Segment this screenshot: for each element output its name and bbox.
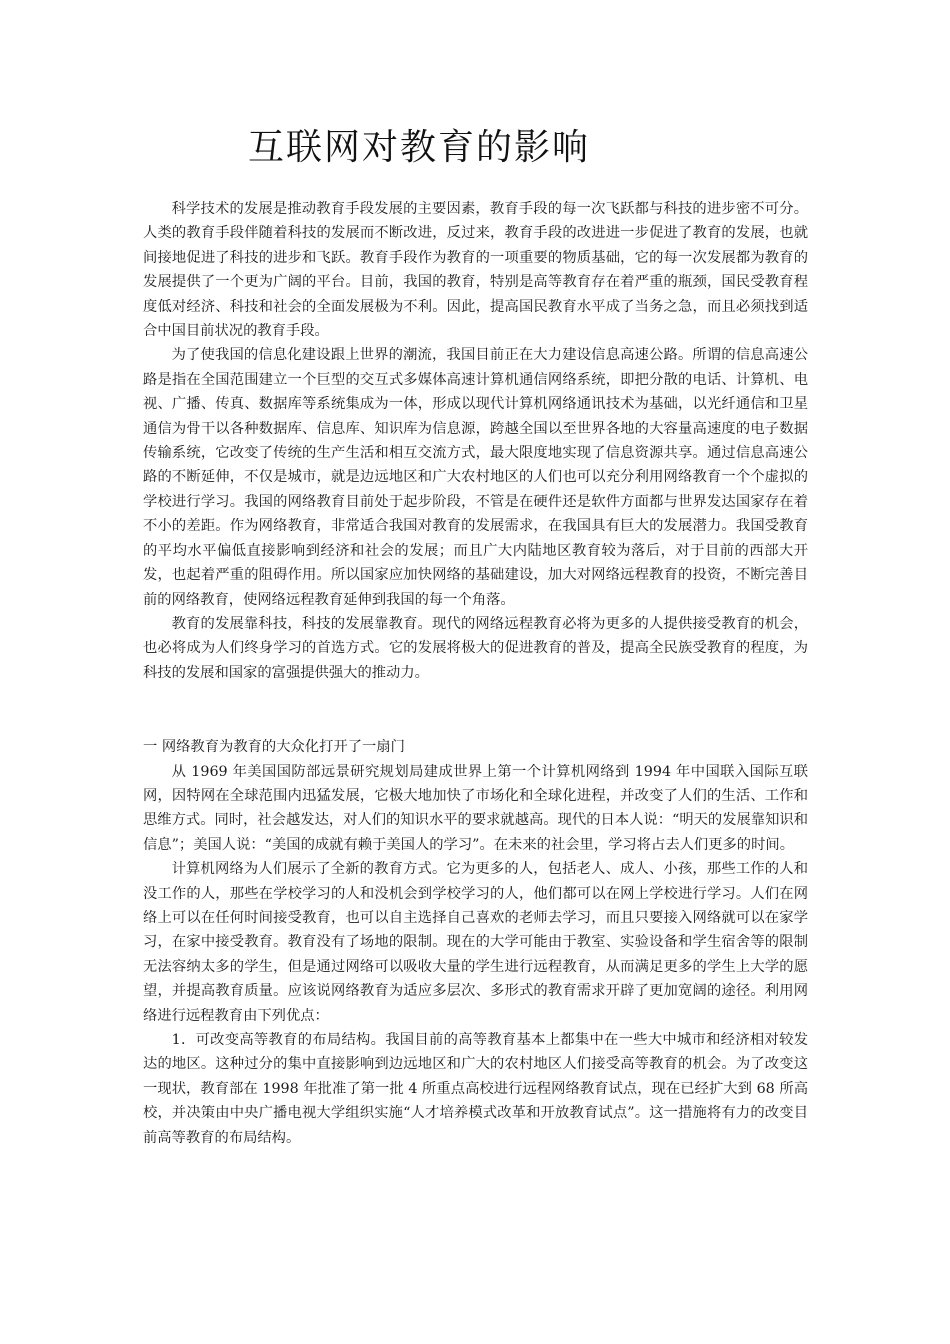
document-body (143, 197, 808, 1150)
section-paragraph: 1．可改变高等教育的布局结构。我国目前的高等教育基本上都集中在一些大中城市和经济相对较发达的地区。这种过分的集中直接影响到边远地区和广大的农村地区人们接受高等教育的机会。为了改变这一现状，教育部在 1998 年批准了第一批 4 所重点高校进行远程网络教育试点，现在已经扩大到 68 所高校，并决策由中央广播电视大学组织实施“人才培养模式改革和开放教育试点”。这一措施将有力的改变目前高等教育的布局结构。 (143, 1032, 808, 1146)
intro-paragraph: 科学技术的发展是推动教育手段发展的主要因素，教育手段的每一次飞跃都与科技的进步密不可分。人类的教育手段伴随着科技的发展而不断改进，反过来，教育手段的改进进一步促进了教育的发展，也就间接地促进了科技的进步和飞跃。教育手段作为教育的一项重要的物质基础，它的每一次发展都为教育的发展提供了一个更为广阔的平台。目前，我国的教育，特别是高等教育存在着严重的瓶颈，国民受教育程度低对经济、科技和社会的全面发展极为不利。因此，提高国民教育水平成了当务之急，而且必须找到适合中国目前状况的教育手段。 (143, 201, 808, 340)
section-heading: 一 网络教育为教育的大众化打开了一扇门 (143, 739, 405, 756)
intro-paragraph: 教育的发展靠科技，科技的发展靠教育。现代的网络远程教育必将为更多的人提供接受教育的机会，也必将成为人们终身学习的首选方式。它的发展将极大的促进教育的普及，提高全民族受教育的程度，为科技的发展和国家的富强提供强大的推动力。 (143, 615, 808, 681)
document-title: 互联网对教育的影响 (248, 127, 591, 168)
section-paragraph: 从 1969 年美国国防部远景研究规划局建成世界上第一个计算机网络到 1994 年中国联入国际互联网，因特网在全球范围内迅猛发展，它极大地加快了市场化和全球化进程，并改变了人们的生活、工作和思维方式。同时，社会越发达，对人们的知识水平的要求就越高。现代的日本人说：“明天的发展靠知识和信息”；美国人说：“美国的成就有赖于美国人的学习”。在未来的社会里，学习将占去人们更多的时间。 (143, 763, 808, 853)
intro-paragraph: 为了使我国的信息化建设跟上世界的潮流，我国目前正在大力建设信息高速公路。所谓的信息高速公路是指在全国范围建立一个巨型的交互式多媒体高速计算机通信网络系统，即把分散的电话、计算机、电视、广播、传真、数据库等系统集成为一体，形成以现代计算机网络通讯技术为基础，以光纤通信和卫星通信为骨干以各种数据库、信息库、知识库为信息源，跨越全国以至世界各地的大容量高速度的电子数据传输系统，它改变了传统的生产生活和相互交流方式，最大限度地实现了信息资源共享。通过信息高速公路的不断延伸，不仅是城市，就是边远地区和广大农村地区的人们也可以充分利用网络教育一个个虚拟的学校进行学习。我国的网络教育目前处于起步阶段，不管是在硬件还是软件方面都与世界发达国家存在着不小的差距。作为网络教育，非常适合我国对教育的发展需求，在我国具有巨大的发展潜力。我国受教育的平均水平偏低直接影响到经济和社会的发展；而且广大内陆地区教育较为落后，对于目前的西部大开发，也起着严重的阻碍作用。所以国家应加快网络的基础建设，加大对网络远程教育的投资，不断完善目前的网络教育，使网络远程教育延伸到我国的每一个角落。 (143, 347, 808, 608)
section-paragraph: 计算机网络为人们展示了全新的教育方式。它为更多的人，包括老人、成人、小孩，那些工作的人和没工作的人，那些在学校学习的人和没机会到学校学习的人，他们都可以在网上学校进行学习。人们在网络上可以在任何时间接受教育，也可以自主选择自己喜欢的老师去学习，而且只要接入网络就可以在家学习，在家中接受教育。教育没有了场地的限制。现在的大学可能由于教室、实验设备和学生宿舍等的限制无法容纳太多的学生，但是通过网络可以吸收大量的学生进行远程教育，从而满足更多的学生上大学的愿望，并提高教育质量。应该说网络教育为适应多层次、多形式的教育需求开辟了更加宽阔的途径。利用网络进行远程教育由下列优点： (143, 861, 808, 1024)
